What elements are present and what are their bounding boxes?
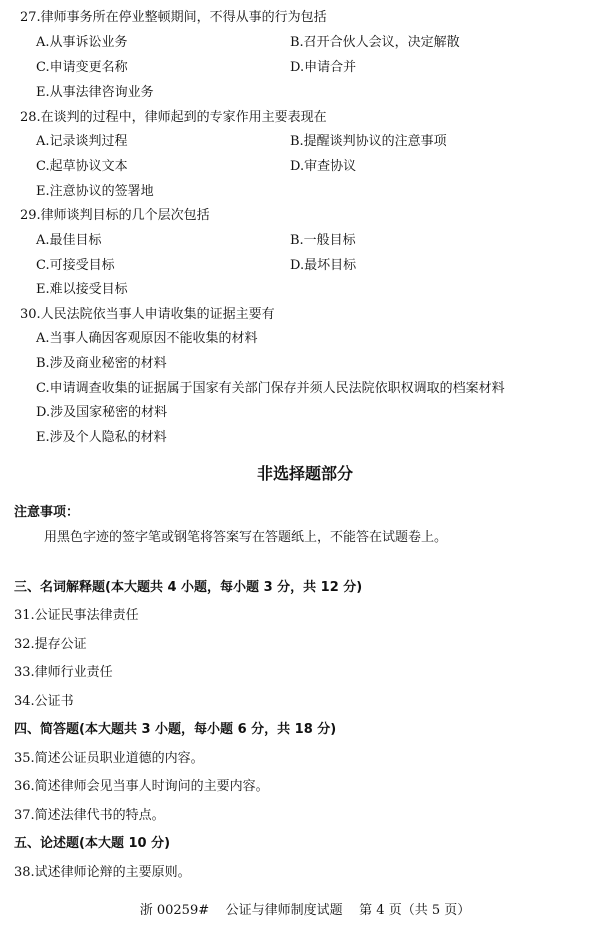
question-28-option-a: A.记录谈判过程 (36, 134, 128, 149)
question-29-option-b: B.一般目标 (290, 233, 356, 248)
question-28-option-c: C.起草协议文本 (36, 159, 128, 174)
question-30-option-a: A.当事人确因客观原因不能收集的材料 (36, 331, 258, 346)
question-28-option-b: B.提醒谈判协议的注意事项 (290, 134, 447, 149)
question-27-option-e: E.从事法律咨询业务 (36, 85, 154, 100)
question-30-stem: 30.人民法院依当事人申请收集的证据主要有 (20, 307, 275, 322)
question-29-option-e: E.难以接受目标 (36, 282, 128, 297)
question-30-option-d: D.涉及国家秘密的材料 (36, 405, 168, 420)
question-27-option-c: C.申请变更名称 (36, 60, 128, 75)
section-title: 非选择题部分 (256, 464, 353, 483)
question-30-option-b: B.涉及商业秘密的材料 (36, 356, 167, 371)
notice-text: 用黑色字迹的签字笔或钢笔将答案写在答题纸上，不能答在试题卷上。 (44, 530, 448, 545)
part5-heading: 五、论述题(本大题 10 分) (14, 836, 171, 851)
question-28-option-d: D.审查协议 (290, 159, 357, 174)
page-footer: 浙 00259# 公证与律师制度试题 第 4 页（共 5 页） (139, 903, 471, 918)
question-27-option-b: B.召开合伙人会议，决定解散 (290, 35, 460, 50)
question-36: 36.简述律师会见当事人时询问的主要内容。 (14, 779, 269, 794)
question-29-option-a: A.最佳目标 (36, 233, 102, 248)
question-30-option-e: E.涉及个人隐私的材料 (36, 430, 167, 445)
question-31: 31.公证民事法律责任 (14, 608, 139, 623)
question-30-option-c: C.申请调查收集的证据属于国家有关部门保存并须人民法院依职权调取的档案材料 (36, 381, 505, 396)
part4-heading: 四、简答题(本大题共 3 小题，每小题 6 分，共 18 分) (14, 722, 337, 737)
question-32: 32.提存公证 (14, 637, 87, 652)
question-29-stem: 29.律师谈判目标的几个层次包括 (20, 208, 210, 223)
question-35: 35.简述公证员职业道德的内容。 (14, 751, 204, 766)
question-28-stem: 28.在谈判的过程中，律师起到的专家作用主要表现在 (20, 110, 327, 125)
question-38: 38.试述律师论辩的主要原则。 (14, 865, 191, 880)
notice-heading: 注意事项： (14, 505, 80, 520)
part3-heading: 三、名词解释题(本大题共 4 小题，每小题 3 分，共 12 分) (14, 580, 363, 595)
question-37: 37.简述法律代书的特点。 (14, 808, 165, 823)
question-27-option-d: D.申请合并 (290, 60, 357, 75)
question-29-option-d: D.最坏目标 (290, 258, 357, 273)
question-34: 34.公证书 (14, 694, 74, 709)
question-29-option-c: C.可接受目标 (36, 258, 115, 273)
question-27-option-a: A.从事诉讼业务 (36, 35, 128, 50)
question-27-stem: 27.律师事务所在停业整顿期间，不得从事的行为包括 (20, 10, 327, 25)
question-28-option-e: E.注意协议的签署地 (36, 184, 154, 199)
question-33: 33.律师行业责任 (14, 665, 113, 680)
